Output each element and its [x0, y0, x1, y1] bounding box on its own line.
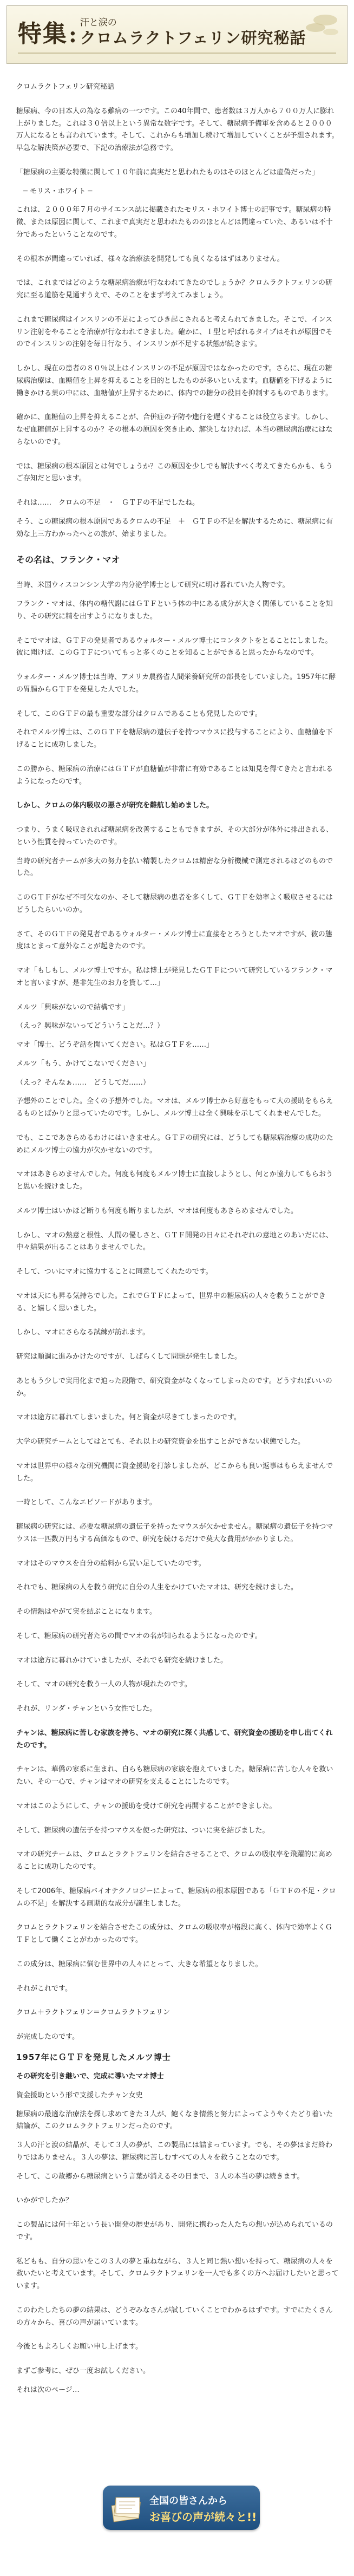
article-paragraph: それでメルツ博士は、このＧＴＦを糖尿病の遺伝子を持つマウスに投与することにより、血糖値を下げることに成功しました。 [16, 728, 333, 749]
article-paragraph: このわたしたちの夢の結果は、どうぞみなさんが試していくことでわかるはずです。すでにたくさんの方々から、喜びの声が届いています。 [16, 2306, 333, 2327]
article-paragraph: そう、この糖尿病の根本原因であるクロムの不足 ＋ ＧＴＦの不足を解決するために、糖尿病に有効な上三方わかったへとの旅が、始まりました。 [16, 517, 333, 538]
article-paragraph: しかし、マオの熱意と根性、人間の優しさと、ＧＴＦ開発の日々にそれぞれの意地とのあいだには、中々結果が出ることはありませんでした。 [16, 1231, 333, 1252]
article-paragraph: これまで糖尿病はインスリンの不足によってひき起こされると考えられてきました。そこで、インスリン注射をやることを治療が行なわれてきました。確かに、Ｉ型と呼ばれるタイプはそれが原因でそのでインスリンの注射を毎日行なう、インスリンが不足する状態が続きます。 [16, 315, 333, 349]
header-colon: : [69, 22, 77, 48]
testimonials-banner[interactable] [103, 2486, 260, 2530]
article-paragraph: チャンは、華僑の家系に生まれ、自らも糖尿病の家族を抱えていました。糖尿病に苦しむ人々を救いたい、その一心で、チャンはマオの研究を支えることにしたのです。 [16, 1765, 333, 1786]
article-paragraph: 糖尿病、今の日本人の為なる難病の一つです。この40年間で、患者数は３万人から７００万人に膨れ上がりました。これは３０倍以上という異常な数字です。そして、糖尿病予備軍を含めると２０００万人になるとも言われています。そして、これからも増加し続けて増加していくことが予想されます。早急な解決策が必要で、下記の治療法が急務です。 [16, 107, 339, 152]
article-body [16, 81, 339, 2403]
article-paragraph: では、これまではどのような糖尿病治療が行なわれてきたのでしょうか？クロムラクトフェリンの研究に至る道筋を見通すうえで、そのことをまず考えてみましょう。 [16, 279, 332, 299]
testimonials-line1: 全国の皆さんから [149, 2495, 227, 2507]
article-paragraph: が完成したのです。 [16, 2033, 79, 2041]
article-paragraph: メルツ「もう、かけてこないでください」 [16, 1059, 150, 1068]
article-paragraph: その研究を引き継いで、完成に導いたマオ博士 [16, 2072, 164, 2081]
letters-stack-icon [110, 2493, 143, 2523]
testimonials-line2: お喜びの声が続々と!! [149, 2510, 257, 2523]
article-paragraph: そして、糖尿病の遺伝子を持つマウスを使った研究は、ついに実を結びました。 [16, 1826, 270, 1835]
article-paragraph: マオはあきらめませんでした。何度も何度もメルツ博士に直接しようとし、何とか協力してもらおうと思いを続けました。 [16, 1170, 333, 1191]
article-paragraph: そして、この故郷から糖尿病という言葉が消えるその日まで、３人の本当の夢は続きます。 [16, 2172, 304, 2181]
article-paragraph: （えっ？興味がないってどういうことだ…？） [16, 1022, 165, 1031]
article-paragraph: メルツ博士はいかほど断りも何度も断りましたが、マオは何度もあきらめませんでした。 [16, 1207, 298, 1215]
article-paragraph: そして2006年、糖尿病バイオテクノロジーによって、糖尿病の根本原因である「ＧＴＦの不足・クロムの不足」を解決する画期的な成分が誕生しました。 [16, 1887, 336, 1908]
article-paragraph: マオは天にも昇る気持ちでした。これでＧＴＦによって、世界中の糖尿病の人々を救うことができる、と嬉しく思いました。 [16, 1292, 326, 1313]
article-paragraph: マオはそのマウスを自分の給料から買い足していたのです。 [16, 1559, 206, 1568]
article-paragraph: マオの研究チームは、クロムとラクトフェリンを結合させることで、クロムの吸収率を飛躍的に高めることに成功したのです。 [16, 1850, 332, 1871]
article-paragraph: 糖尿病の最適な治療法を探し求めてきた３人が、飽くなき情熱と努力によってようやくたどり着いた結論が、このクロムラクトフェリンだったのです。 [16, 2110, 333, 2131]
article-paragraph: そして、ついにマオに協力することに同意してくれたのです。 [16, 1268, 213, 1276]
article-paragraph: いかがでしたか？ [16, 2196, 73, 2205]
article-paragraph: 当時、米国ウィスコンシン大学の内分泌学博士として研究に明け暮れていた人物です。 [16, 581, 290, 590]
article-paragraph: マオは途方に暮れかけていましたが、それでも研究を続けました。 [16, 1656, 228, 1665]
article-paragraph: 予想外のことでした。全くの予想外でした。マオは、メルツ博士から好意をもって大の援助をもらえるものとばかりと思っていたのです。しかし、メルツ博士は全く興味を示してくれませんでした。 [16, 1097, 333, 1118]
article-paragraph: 私どもも、自分の思いをこの３人の夢と重ねながら、３人と同じ熱い想いを持って、糖尿病の人々を救いたいと考えています。そして、クロムラクトフェリンを一人でも多くの方へお届けしたいと思っています。 [16, 2257, 339, 2290]
article-paragraph: 今後ともよろしくお願い申し上げます。 [16, 2343, 142, 2351]
article-paragraph: 研究は順調に進みかけたのですが、しばらくして問題が発生しました。 [16, 1353, 242, 1361]
header-main: 特集 [18, 20, 68, 48]
article-paragraph: しかし、マオにさらなる試練が訪れます。 [16, 1328, 149, 1337]
article-paragraph: 1957年にＧＴＦを発見したメルツ博士 [16, 2052, 171, 2062]
article-heading: クロムラクトフェリン研究秘話 [16, 83, 114, 91]
article-paragraph: 当時の研究者チームが多大の努力を払い精製したクロムは精密な分析機械で測定されるほどのものでした。 [16, 857, 333, 878]
article-paragraph: それでも、糖尿病の人を救う研究に自分の人生をかけていたマオは、研究を続けました。 [16, 1583, 298, 1592]
article-paragraph: まずご参考に、ぜひ一度お試しください。 [16, 2367, 150, 2375]
article-paragraph: その情熱はやがて実を結ぶことになります。 [16, 1608, 156, 1616]
article-paragraph: それは…… クロムの不足 ・ ＧＴＦの不足でしたね。 [16, 499, 200, 507]
article-paragraph: クロム＋ラクトフェリン＝クロムラクトフェリン [16, 2008, 170, 2017]
article-paragraph: （えっ？そんなぁ…… どうしてだ……） [16, 1078, 150, 1087]
article-paragraph: そこでマオは、ＧＴＦの発見者であるウォルター・メルツ博士にコンタクトをとることにしました。彼に聞けば、このＧＴＦについてもっと多くのことを知ることができると思ったからなのです。 [16, 636, 332, 657]
article-paragraph: 資金援助という形で支援したチャン女史 [16, 2091, 143, 2099]
article-paragraph: しかし、現在の患者の８０％以上はインスリンの不足が原因ではなかったのです。さらに、現在の糖尿病治療は、血糖値を上昇を抑えることを目的としたものが多いといえます。血糖値を下げるように働きかける薬の中には、血糖値が上昇するために、体内での糖分の役目を抑制するものであります。 [16, 364, 332, 397]
header-subtitle: 汗と涙の [80, 17, 117, 28]
header-title: クロムラクトフェリン研究秘話 [80, 29, 306, 47]
article-paragraph: その名は、フランク・マオ [16, 555, 120, 565]
article-paragraph: フランク・マオは、体内の糖代謝にはＧＴＦという体の中にある成分が大きく関係していることを知り、その研究に精を出すようになりました。 [16, 600, 333, 621]
article-paragraph: マオはこのようにして、チャンの援助を受けて研究を再開することができました。 [16, 1802, 277, 1810]
article-paragraphs [16, 106, 339, 2403]
article-paragraph: マオ「博士、どうぞ話を聞いてください。私はＧＴＦを……」 [16, 1041, 214, 1049]
article-paragraph: あともう少しで実用化まで迫った段階で、研究資金がなくなってしまったのです。どうすればいいのか。 [16, 1377, 332, 1398]
header-banner [6, 5, 348, 64]
article-paragraph: マオは世界中の様々な研究機関に資金援助を打診しましたが、どこからも良い返事はもらえませんでした。 [16, 1462, 333, 1483]
article-paragraph: 糖尿病の研究には、必要な糖尿病の遺伝子を持ったマウスが欠かせません。糖尿病の遺伝子を持つマウスは一匹数万円もする高価なもので、研究を続けるだけで莫大な費用がかかりました。 [16, 1523, 333, 1543]
article-paragraph: 「糖尿病の主要な特徴に関して１０年前に真実だと思われたものはそのほとんどは虚偽だった」 [16, 168, 319, 177]
article-paragraph: マオは途方に暮れてしまいました。何と資金が尽きてしまったのです。 [16, 1413, 241, 1422]
article-paragraph: そして、マオの研究を救う一人の人物が現れたのです。 [16, 1680, 192, 1689]
article-paragraph: チャンは、糖尿病に苦しむ家族を持ち、マオの研究に深く共感して、研究資金の援助を申し出てくれたのです。 [16, 1729, 333, 1750]
header-right [80, 15, 306, 46]
article-paragraph: この製品には何十年という長い開発の歴史があり、開発に携わった人たちの想いが込められているのです。 [16, 2221, 333, 2241]
article-paragraph: この勝から、糖尿病の治療にはＧＴＦが血糖値が非常に有効であることは知見を得てきたと言われるようになったのです。 [16, 765, 333, 786]
article-paragraph: つまり、うまく吸収されれば糖尿病を改善することもできますが、その大部分が体外に排出される、という性質を持っていたのです。 [16, 826, 333, 846]
article-paragraph: それがこれです。 [16, 1984, 72, 1993]
article-paragraph: 確かに、血糖値の上昇を抑えることが、合併症の予防や進行を遅くすることは役立ちます。しかし、なぜ血糖値が上昇するのか？その根本の原因を突き止め、解決しなければ、本当の糖尿病治療にはならないのです。 [16, 413, 333, 446]
article-paragraph: それは次のページ… [16, 2385, 80, 2394]
article-paragraph: その根本が間違っていれば、様々な治療法を開発しても良くなるはずはありません。 [16, 255, 284, 263]
article-paragraph: ３人の汗と涙の結晶が、そして３人の夢が、この製品には詰まっています。でも、その夢はまだ終わりではありません。３人の夢は、糖尿病に苦しむすべての人々を救うことなのです。 [16, 2141, 332, 2162]
article-paragraph: ─ モリス・ホワイト ─ [16, 187, 93, 195]
header-divider [18, 53, 336, 54]
article-paragraph: さて、そのＧＴＦの発見者であるウォルター・メルツ博士に直接をとろうとしたマオですが、彼の態度はとまって意外なことが起きたのです。 [16, 930, 332, 951]
article-paragraph: しかし、クロムの体内吸収の悪さが研究を難航し始めました。 [16, 801, 214, 810]
article-paragraph: ウォルター・メルツ博士は当時、アメリカ農務省人間栄養研究所の部長をしていました。1957年に酵の胃腸からＧＴＦを発見した人でした。 [16, 673, 336, 694]
article-paragraph: 一時として、こんなエピソードがあります。 [16, 1498, 156, 1507]
article-paragraph: マオ「もしもし、メルツ博士ですか。私は博士が発見したＧＴＦについて研究しているフランク・マオと言いますが、是非先生のお力を貸して…」 [16, 967, 333, 987]
article-paragraph: クロムとラクトフェリンを結合させたこの成分は、クロムの吸収率が格段に高く、体内で効率よくＧＴＦとして働くことがわかったのです。 [16, 1923, 332, 1944]
article-paragraph: そして、このＧＴＦの最も重要な部分はクロムであることも発見したのです。 [16, 709, 262, 718]
article-paragraph: 大学の研究チームとしてはとても、それ以上の研究資金を出すことができない状態でした。 [16, 1438, 305, 1446]
article-paragraph: では、糖尿病の根本原因とは何でしょうか？この原因を少しでも解決すべく考えてきたらかも、もうご存知だと思います。 [16, 462, 333, 483]
header-text-group [18, 15, 306, 46]
article-paragraph: これは、２０００年７月のサイエンス誌に掲載されたモリス・ホワイト博士の記事です。糖尿病の特徴、または原因に関して、これまで真実だと思われたもののほとんどは間違っていた、あるいは不十分であったということなのです。 [16, 206, 333, 239]
article-paragraph: そして、糖尿病の研究者たちの間でマオの名が知られるようになったのです。 [16, 1632, 262, 1640]
article-paragraph: メルツ「興味がないので結構です」 [16, 1003, 129, 1012]
article-paragraph: このＧＴＦがなぜ不可欠なのか、そして糖尿病の患者を多くして、ＧＴＦを効率よく吸収させるにはどうしたらいいのか。 [16, 894, 333, 914]
article-paragraph: でも、ここであきらめるわけにはいきません。ＧＴＦの研究には、どうしても糖尿病治療の成功のためにメルツ博士の協力が欠かせないのです。 [16, 1133, 333, 1155]
article-paragraph: この成分は、糖尿病に悩む世界中の人々にとって、大きな希望となりました。 [16, 1960, 263, 1968]
article-paragraph: それが、リンダ・チャンという女性でした。 [16, 1705, 157, 1713]
